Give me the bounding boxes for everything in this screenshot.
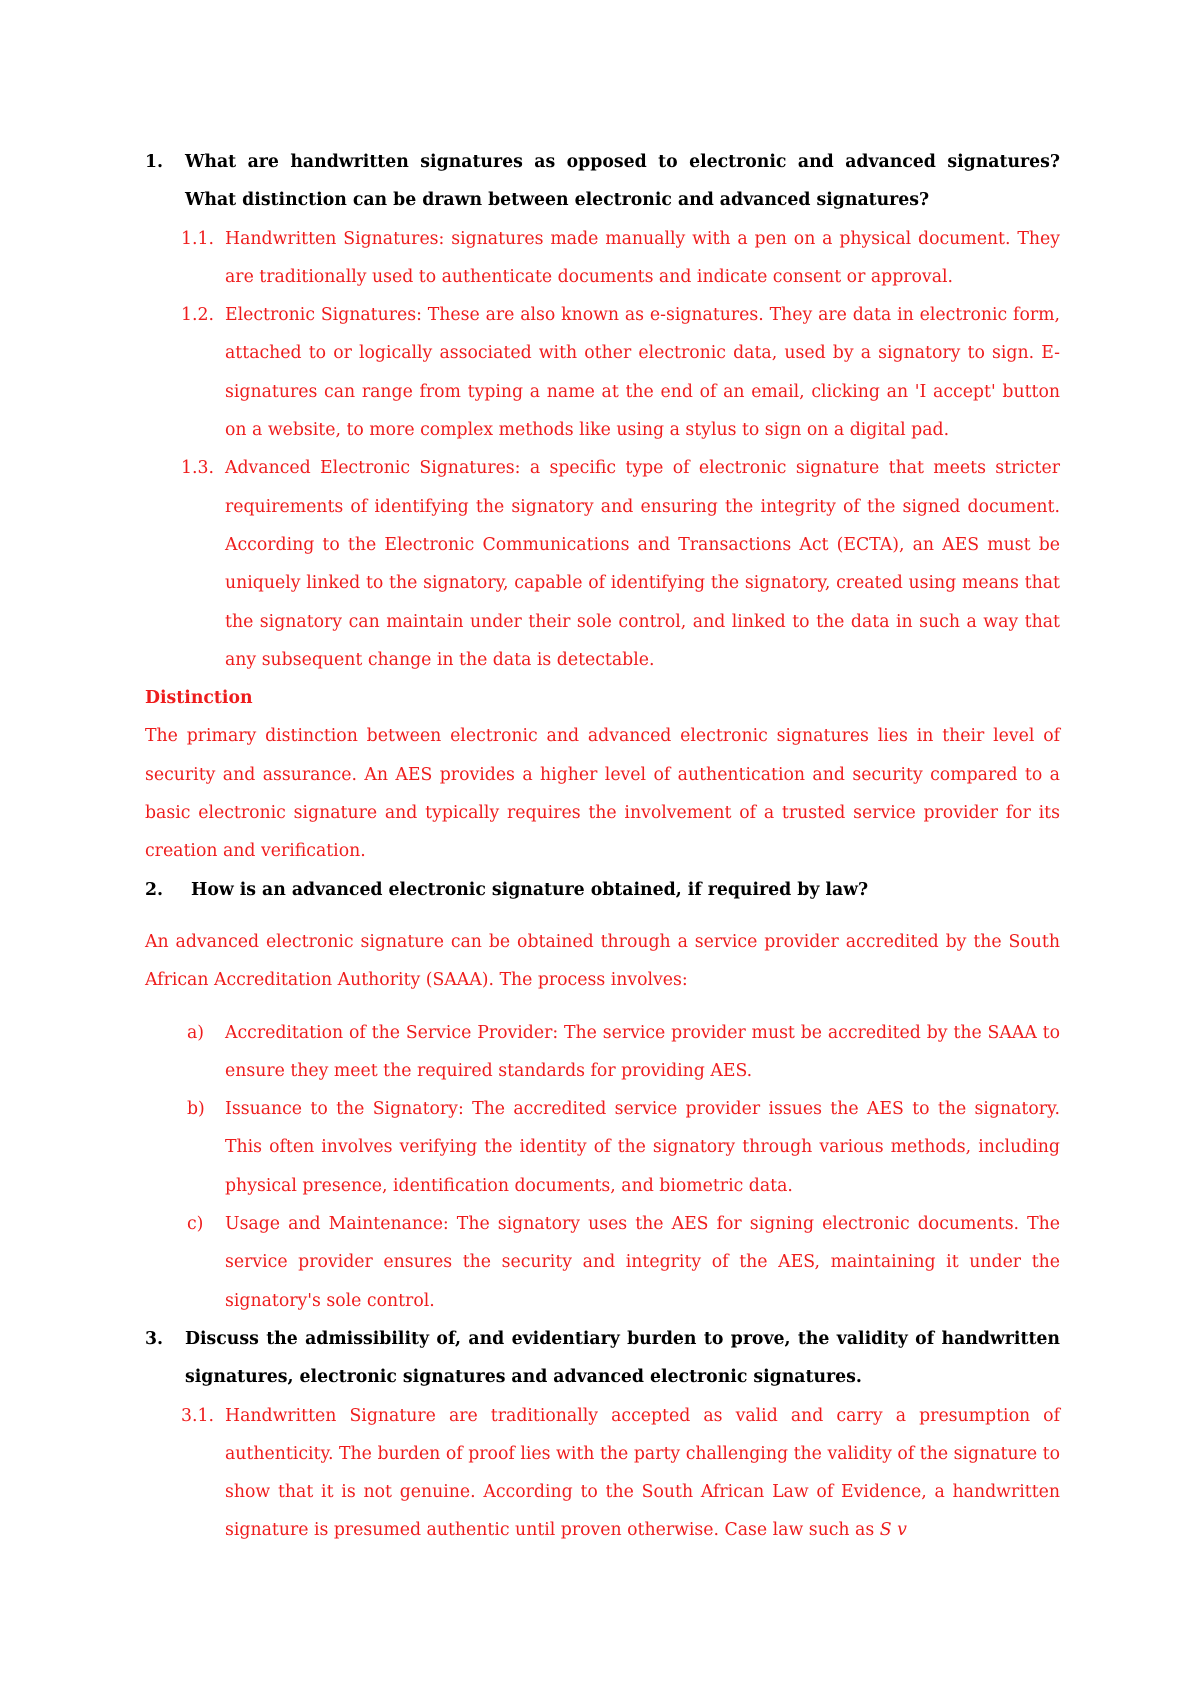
answer-item-1-1 bbox=[145, 220, 1060, 297]
item-text: Electronic Signatures: These are also known as e-signatures. They are data in electronic form, attached to or logically associated with other electronic data, used by a signatory to sign. E-signatures can range from typing a name at the end of an email, clicking an 'I accept' button on a website, to more complex methods like using a stylus to sign on a digital pad. bbox=[225, 305, 1060, 441]
question-2 bbox=[145, 871, 1060, 909]
item-text: Advanced Electronic Signatures: a specific type of electronic signature that meets stricter requirements of identifying the signatory and ensuring the integrity of the signed document. According to the Electronic Communications and Transactions Act (ECTA), an AES must be uniquely linked to the signatory, capable of identifying the signatory, created using means that the signatory can maintain under their sole control, and linked to the data in such a way that any subsequent change in the data is detectable. bbox=[225, 458, 1060, 670]
item-number: 1.3. bbox=[181, 458, 214, 479]
q2-intro-paragraph: An advanced electronic signature can be obtained through a service provider accredited by the South African Accreditation Authority (SAAA). The process involves: bbox=[145, 931, 1060, 991]
item-text: Handwritten Signatures: signatures made manually with a pen on a physical document. They are traditionally used to authenticate documents and indicate consent or approval. bbox=[225, 228, 1060, 287]
item-text-body: Handwritten Signature are traditionally accepted as valid and carry a presumption of authenticity. The burden of proof lies with the party challenging the validity of the signature to show that it is not genuine. According to the South African Law of Evidence, a handwritten signature is presumed authentic until proven otherwise. Case law such as bbox=[225, 1405, 1060, 1541]
question-text: What are handwritten signatures as opposed to electronic and advanced signatures? What distinction can be drawn between electronic and advanced signatures? bbox=[185, 152, 1060, 211]
question-number: 3. bbox=[145, 1328, 164, 1349]
item-text: Usage and Maintenance: The signatory uses the AES for signing electronic documents. The service provider ensures the security and integrity of the AES, maintaining it under the signatory's sole control. bbox=[225, 1214, 1060, 1311]
answer-item-3-1 bbox=[145, 1397, 1060, 1550]
item-number: a) bbox=[187, 1022, 205, 1043]
answer-item-b bbox=[145, 1090, 1060, 1205]
document-body bbox=[145, 143, 1060, 1550]
item-number: 3.1. bbox=[181, 1405, 214, 1426]
item-text bbox=[225, 1397, 1060, 1550]
answer-item-c bbox=[145, 1205, 1060, 1320]
item-number: 1.2. bbox=[181, 305, 214, 326]
question-1 bbox=[145, 143, 1060, 220]
item-number: c) bbox=[187, 1214, 204, 1235]
question-number: 1. bbox=[145, 152, 164, 172]
item-number: 1.1. bbox=[181, 228, 214, 249]
case-citation: S v bbox=[879, 1520, 907, 1541]
item-text: Issuance to the Signatory: The accredited service provider issues the AES to the signatory. This often involves verifying the identity of the signatory through various methods, including physical presence, identification documents, and biometric data. bbox=[225, 1099, 1060, 1196]
question-text: How is an advanced electronic signature obtained, if required by law? bbox=[191, 879, 869, 900]
question-text: Discuss the admissibility of, and evidentiary burden to prove, the validity of handwritten signatures, electronic signatures and advanced electronic signatures. bbox=[185, 1328, 1060, 1388]
item-number: b) bbox=[187, 1099, 205, 1120]
answer-item-1-3 bbox=[145, 449, 1060, 679]
distinction-heading: Distinction bbox=[145, 688, 253, 709]
question-3 bbox=[145, 1320, 1060, 1397]
question-number: 2. bbox=[145, 879, 164, 900]
item-text: Accreditation of the Service Provider: The service provider must be accredited by the SAAA to ensure they meet the required standards for providing AES. bbox=[225, 1022, 1060, 1081]
answer-item-a bbox=[145, 1014, 1060, 1091]
answer-item-1-2 bbox=[145, 296, 1060, 449]
distinction-paragraph: The primary distinction between electronic and advanced electronic signatures lies in their level of security and assurance. An AES provides a higher level of authentication and security compared to a basic electronic signature and typically requires the involvement of a trusted service provider for its creation and verification. bbox=[145, 726, 1060, 862]
